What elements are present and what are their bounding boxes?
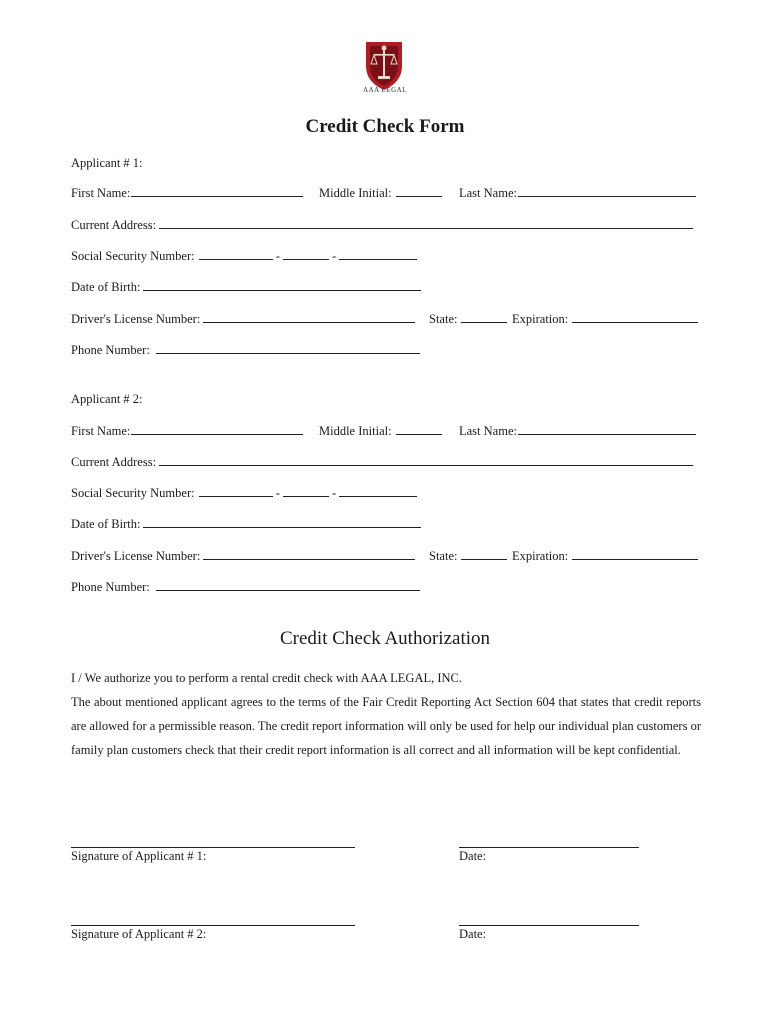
license-label: Driver's License Number: (71, 312, 201, 326)
applicant-1-middle-initial-field[interactable] (319, 186, 442, 201)
applicant-1-last-name-field[interactable] (459, 186, 696, 201)
signature-1-label: Signature of Applicant # 1: (71, 849, 207, 863)
current-address-label: Current Address: (71, 218, 157, 232)
applicant-1-license-field[interactable] (71, 312, 415, 327)
dob-label: Date of Birth: (71, 517, 141, 531)
middle-initial-label: Middle Initial: (319, 424, 392, 438)
ssn-separator: - (332, 486, 337, 500)
applicant-1-state-field[interactable] (429, 312, 507, 327)
applicant-1-dob-field[interactable] (71, 280, 421, 295)
phone-label: Phone Number: (71, 580, 150, 594)
signature-2-line[interactable] (71, 924, 355, 926)
signature-2-label: Signature of Applicant # 2: (71, 927, 207, 941)
applicant-1-heading: Applicant # 1: (71, 156, 143, 170)
applicant-2-current-address-field[interactable] (71, 455, 693, 470)
date-1-line[interactable] (459, 846, 639, 848)
signature-1-line[interactable] (71, 846, 355, 848)
ssn-label: Social Security Number: (71, 486, 195, 500)
applicant-2-phone-field[interactable] (71, 580, 420, 595)
applicant-1-current-address-field[interactable] (71, 218, 693, 233)
first-name-label: First Name: (71, 424, 131, 438)
applicant-1-phone-field[interactable] (71, 343, 420, 358)
authorization-title: Credit Check Authorization (279, 628, 490, 649)
state-label: State: (429, 549, 458, 563)
current-address-label: Current Address: (71, 455, 157, 469)
applicant-2-heading: Applicant # 2: (71, 392, 143, 406)
expiration-label: Expiration: (512, 312, 569, 326)
phone-label: Phone Number: (71, 343, 150, 357)
dob-label: Date of Birth: (71, 280, 141, 294)
date-2-label: Date: (459, 927, 487, 941)
license-label: Driver's License Number: (71, 549, 201, 563)
last-name-label: Last Name: (459, 424, 517, 438)
first-name-label: First Name: (71, 186, 131, 200)
logo-text: AAA LEGAL (363, 86, 407, 94)
ssn-separator: - (275, 486, 280, 500)
applicant-2-dob-field[interactable] (71, 517, 421, 532)
last-name-label: Last Name: (459, 186, 517, 200)
applicant-2-license-field[interactable] (71, 549, 415, 564)
ssn-separator: - (332, 249, 337, 263)
middle-initial-label: Middle Initial: (319, 186, 392, 200)
ssn-separator: - (275, 249, 280, 263)
applicant-2-expiration-field[interactable] (512, 549, 698, 564)
applicant-2-middle-initial-field[interactable] (319, 424, 442, 439)
date-1-label: Date: (459, 849, 487, 863)
applicant-1-expiration-field[interactable] (512, 312, 698, 327)
date-2-line[interactable] (459, 924, 639, 926)
form-title: Credit Check Form (305, 116, 465, 137)
authorization-statement: I / We authorize you to perform a rental credit check with AAA LEGAL, INC. (71, 671, 463, 685)
applicant-2-first-name-field[interactable] (71, 424, 303, 439)
applicant-1-first-name-field[interactable] (71, 186, 303, 201)
ssn-label: Social Security Number: (71, 249, 195, 263)
authorization-paragraph: The about mentioned applicant agrees to the terms of the Fair Credit Reporting Act Section 604 that states that credit reports are allowed for a permissible reason. The credit report information will only be used for help our individual plan customers or family plan customers check that their credit report information is all correct and all information will be kept confidential. (71, 695, 701, 757)
applicant-2-ssn-field[interactable] (71, 486, 417, 501)
state-label: State: (429, 312, 458, 326)
expiration-label: Expiration: (512, 549, 569, 563)
applicant-2-state-field[interactable] (429, 549, 507, 564)
applicant-2-last-name-field[interactable] (459, 424, 696, 439)
applicant-1-ssn-field[interactable] (71, 249, 417, 264)
